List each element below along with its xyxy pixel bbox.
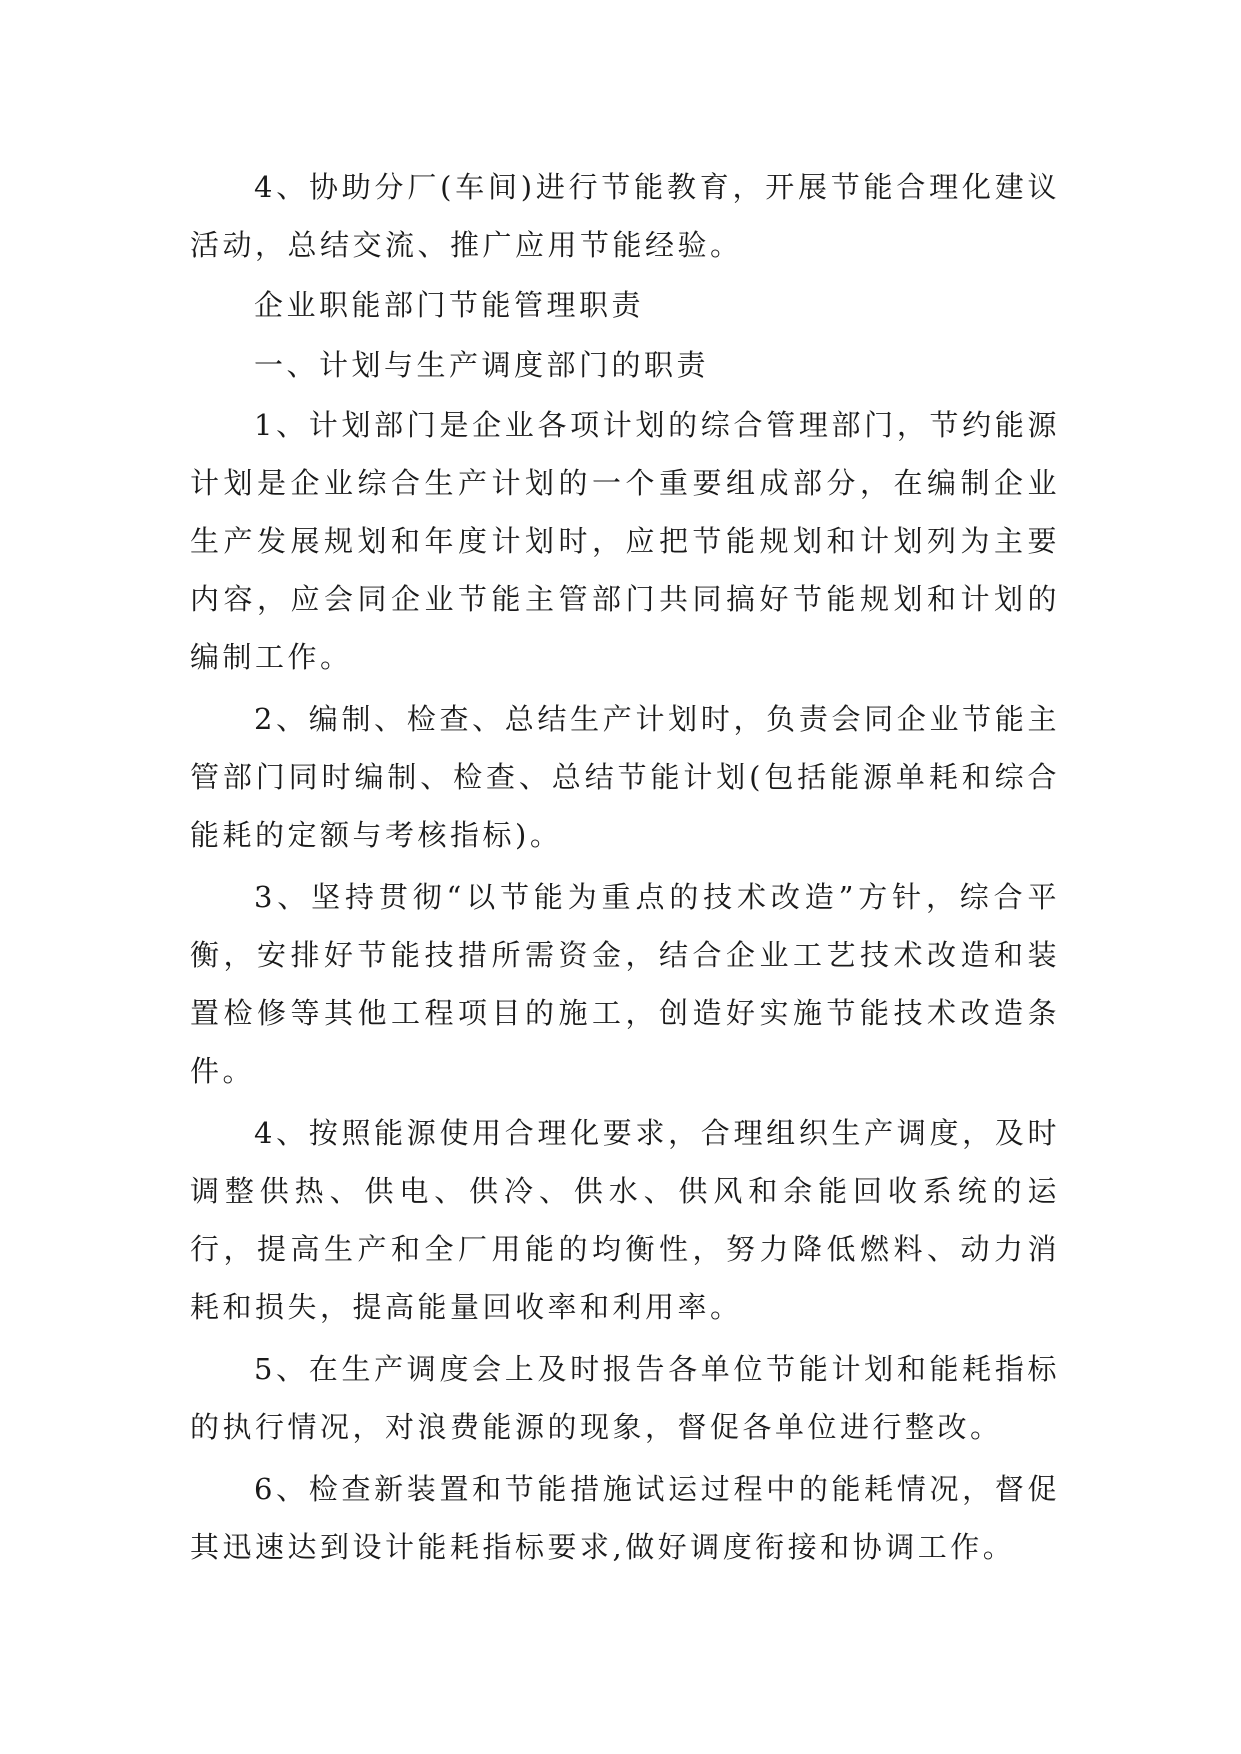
paragraph-item-4-energy-education: 4、协助分厂(车间)进行节能教育，开展节能合理化建议活动，总结交流、推广应用节能经验。: [190, 170, 1060, 262]
paragraph-item-6-trial-run: 6、检查新装置和节能措施试运过程中的能耗情况，督促其迅速达到设计能耗指标要求,做好调度衔接和协调工作。: [190, 1472, 1060, 1564]
paragraph-item-3-technical-reform: 3、坚持贯彻“以节能为重点的技术改造”方针，综合平衡，安排好节能技措所需资金，结合企业工艺技术改造和装置检修等其他工程项目的施工，创造好实施节能技术改造条件。: [190, 880, 1060, 1088]
section-heading-departments: 企业职能部门节能管理职责: [254, 288, 645, 322]
paragraph-item-1-planning-department: 1、计划部门是企业各项计划的综合管理部门，节约能源计划是企业综合生产计划的一个重要组成部分，在编制企业生产发展规划和年度计划时，应把节能规划和计划列为主要内容，应会同企业节能主管部门共同搞好节能规划和计划的编制工作。: [190, 408, 1060, 674]
document-body: [190, 158, 1060, 1576]
paragraph-item-2-compile-plans: 2、编制、检查、总结生产计划时，负责会同企业节能主管部门同时编制、检查、总结节能计划(包括能源单耗和综合能耗的定额与考核指标)。: [190, 702, 1060, 852]
subsection-heading-planning-dispatch: 一、计划与生产调度部门的职责: [254, 348, 710, 382]
paragraph-item-5-report: 5、在生产调度会上及时报告各单位节能计划和能耗指标的执行情况，对浪费能源的现象，督促各单位进行整改。: [190, 1352, 1060, 1444]
paragraph-item-4-dispatch: 4、按照能源使用合理化要求，合理组织生产调度，及时调整供热、供电、供冷、供水、供风和余能回收系统的运行，提高生产和全厂用能的均衡性，努力降低燃料、动力消耗和损失，提高能量回收率和利用率。: [190, 1116, 1060, 1324]
